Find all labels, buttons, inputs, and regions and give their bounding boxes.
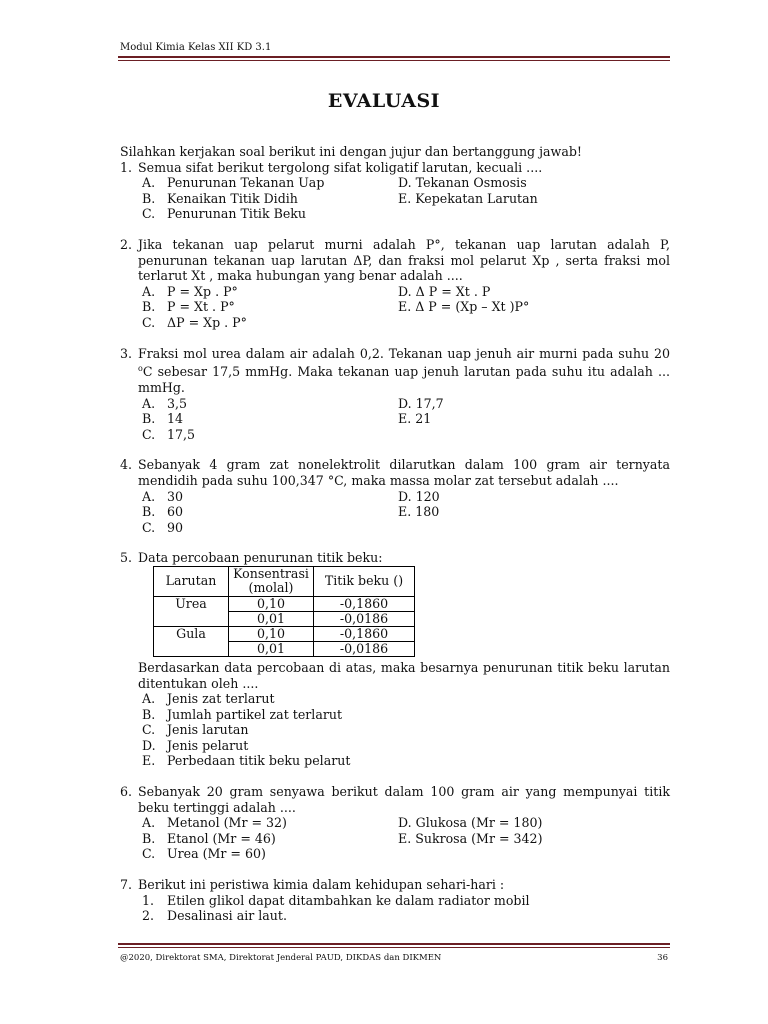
table-header: Titik beku () [314, 566, 415, 596]
option-d[interactable]: D. Tekanan Osmosis [398, 175, 527, 191]
table-cell: 0,10 [229, 596, 314, 611]
option-e[interactable]: E. Δ P = (Xp – Xt )P° [398, 299, 530, 315]
question-number: 3. [120, 345, 133, 361]
option-b[interactable]: B. P = Xt . P° [142, 299, 235, 315]
table-cell: 0,01 [229, 611, 314, 626]
question-number: 1. [120, 159, 133, 175]
header-rule-thin [118, 60, 670, 61]
option-d[interactable]: D. Jenis pelarut [142, 737, 249, 753]
option-e[interactable]: E. Sukrosa (Mr = 342) [398, 830, 543, 846]
option-b[interactable]: B. Kenaikan Titik Didih [142, 190, 298, 206]
table-cell: 0,01 [229, 641, 314, 656]
question-text: Semua sifat berikut tergolong sifat koligatif larutan, kecuali .... [138, 159, 543, 175]
option-a[interactable]: A. Penurunan Tekanan Uap [142, 175, 325, 191]
page-number: 36 [657, 953, 668, 963]
table-cell: -0,0186 [314, 611, 415, 626]
option-c[interactable]: C. Penurunan Titik Beku [142, 206, 307, 222]
list-item: 1. Etilen glikol dapat ditambahkan ke dalam radiator mobil [142, 892, 530, 908]
option-a[interactable]: A. 3,5 [142, 395, 188, 411]
table-cell: -0,1860 [314, 626, 415, 641]
question-number: 2. [120, 236, 133, 252]
table-cell: Gula [154, 626, 229, 656]
table-cell: Urea [154, 596, 229, 626]
page-footer [120, 953, 668, 963]
question-text: Jika tekanan uap pelarut murni adalah P°, tekanan uap larutan adalah P, penurunan tekanan uap larutan ΔP, dan fraksi mol pelarut Xp , serta fraksi mol terlarut Xt , maka hubungan yang benar adalah .... [138, 236, 670, 284]
option-a[interactable]: A. 30 [142, 488, 184, 504]
data-table [153, 566, 415, 657]
footer-text: @2020, Direktorat SMA, Direktorat Jenderal PAUD, DIKDAS dan DIKMEN [120, 953, 442, 963]
question-list [120, 144, 670, 924]
question-number: 4. [120, 457, 133, 473]
option-c[interactable]: C. Urea (Mr = 60) [142, 846, 266, 862]
option-b[interactable]: B. 60 [142, 504, 184, 520]
footer-rule [118, 943, 670, 945]
option-c[interactable]: C. 17,5 [142, 426, 196, 442]
intro-text: Silahkan kerjakan soal berikut ini dengan jujur dan bertanggung jawab! [120, 144, 582, 159]
footer-rule-thin [118, 947, 670, 948]
table-cell: -0,1860 [314, 596, 415, 611]
question-5 [120, 550, 670, 769]
option-a[interactable]: A. Metanol (Mr = 32) [142, 815, 287, 831]
header-rule [118, 56, 670, 58]
question-number: 7. [120, 877, 133, 893]
table-cell: 0,10 [229, 626, 314, 641]
option-e[interactable]: E. 180 [398, 504, 440, 520]
question-4 [120, 457, 670, 535]
option-b[interactable]: B. Etanol (Mr = 46) [142, 830, 276, 846]
option-c[interactable]: C. ΔP = Xp . P° [142, 314, 247, 330]
option-e[interactable]: E. Kepekatan Larutan [398, 190, 538, 206]
question-text: Sebanyak 20 gram senyawa berikut dalam 100 gram air yang mempunyai titik beku tertinggi adalah .... [138, 784, 670, 815]
option-a[interactable]: A. Jenis zat terlarut [142, 691, 275, 707]
option-c[interactable]: C. Jenis larutan [142, 722, 249, 738]
option-d[interactable]: D. Δ P = Xt . P [398, 283, 491, 299]
option-d[interactable]: D. 120 [398, 488, 440, 504]
question-number: 6. [120, 784, 133, 800]
question-2 [120, 237, 670, 331]
question-7 [120, 877, 670, 924]
question-1 [120, 160, 670, 222]
question-text-continued: Berdasarkan data percobaan di atas, maka besarnya penurunan titik beku larutan ditentukan oleh .... [138, 659, 670, 691]
option-e[interactable]: E. Perbedaan titik beku pelarut [142, 753, 351, 769]
table-header: Larutan [154, 566, 229, 596]
option-a[interactable]: A. P = Xp . P° [142, 283, 238, 299]
option-b[interactable]: B. 14 [142, 411, 184, 427]
question-number: 5. [120, 550, 133, 566]
question-text: Berikut ini peristiwa kimia dalam kehidupan sehari-hari : [138, 877, 505, 893]
option-c[interactable]: C. 90 [142, 519, 184, 535]
question-text: Data percobaan penurunan titik beku: [138, 550, 383, 566]
table-header: Konsentrasi (molal) [229, 566, 314, 596]
table-cell: -0,0186 [314, 641, 415, 656]
option-e[interactable]: E. 21 [398, 411, 432, 427]
page-title: EVALUASI [327, 90, 441, 112]
question-3 [120, 346, 670, 443]
question-6 [120, 784, 670, 862]
module-header: Modul Kimia Kelas XII KD 3.1 [120, 42, 272, 53]
option-d[interactable]: D. Glukosa (Mr = 180) [398, 815, 543, 831]
option-d[interactable]: D. 17,7 [398, 395, 444, 411]
list-item: 2. Desalinasi air laut. [142, 908, 287, 924]
question-text: Fraksi mol urea dalam air adalah 0,2. Tekanan uap jenuh air murni pada suhu 20 $^o$C sebesar 17,5 mmHg. Maka tekanan uap jenuh larutan pada suhu itu adalah ... mmHg. [138, 345, 670, 395]
question-text: Sebanyak 4 gram zat nonelektrolit dilarutkan dalam 100 gram air ternyata mendidih pada suhu 100,347 °C, maka massa molar zat tersebut adalah .... [138, 457, 670, 488]
option-b[interactable]: B. Jumlah partikel zat terlarut [142, 706, 343, 722]
